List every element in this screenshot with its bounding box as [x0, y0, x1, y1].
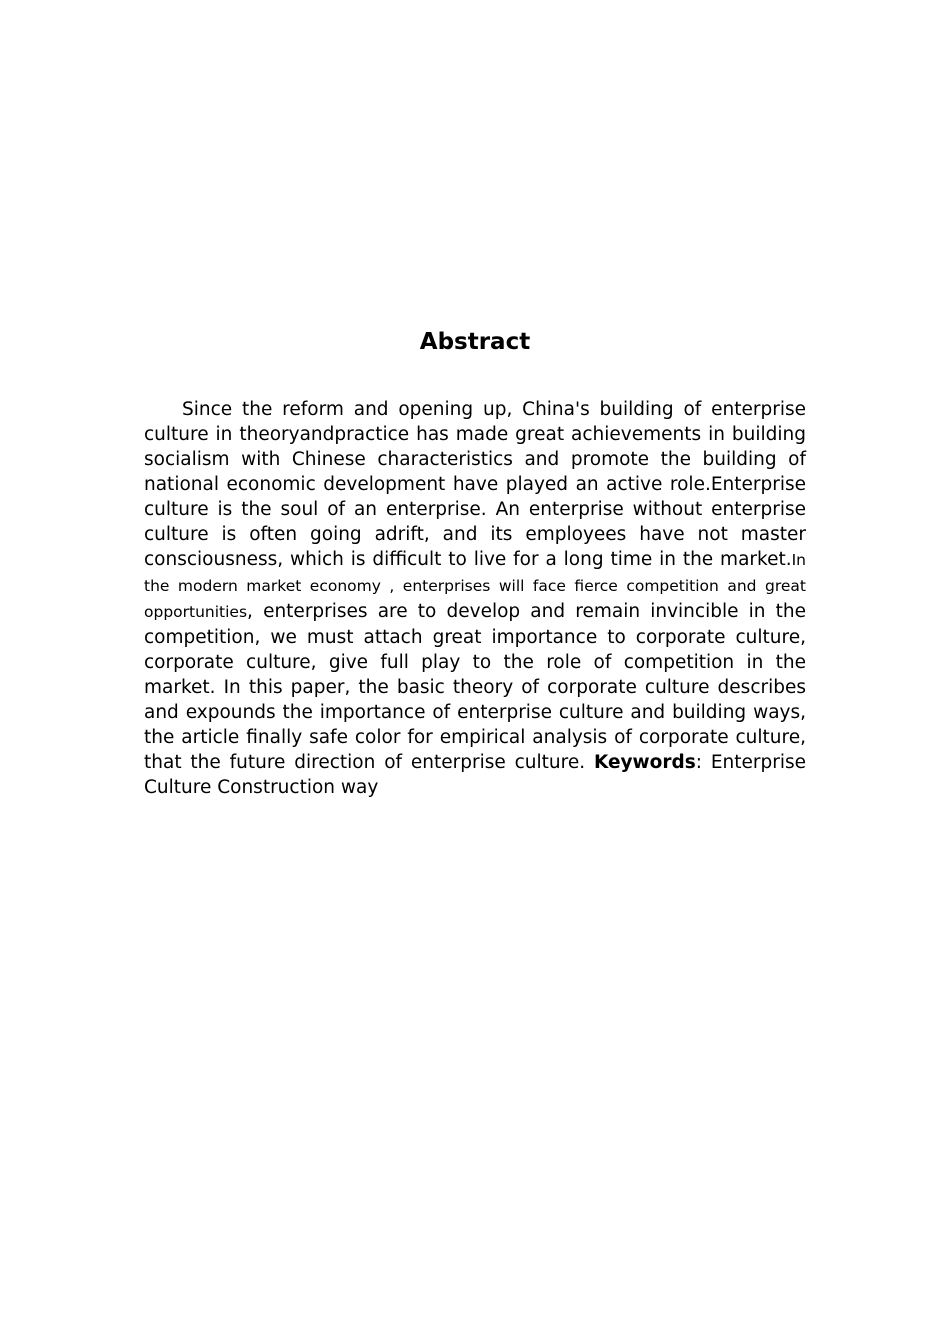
- abstract-text-small: In the modern market economy , enterprises will face fierce competition and great opportunities: [144, 551, 806, 621]
- abstract-title: Abstract: [419, 329, 531, 355]
- keywords-value: Enterprise Culture Construction way: [144, 752, 806, 798]
- keywords-separator: :: [695, 752, 711, 773]
- abstract-text-part3: , enterprises are to develop and remain invincible in the competition, we must attach great importance to corporate culture, corporate culture, give full play to the role of competition in the market. In this paper, the basic theory of corporate culture describes and expounds the importance of enterprise culture and building ways, the article finally safe color for empirical analysis of corporate culture, that the future direction of enterprise culture.: [144, 601, 806, 773]
- keywords-label: Keywords: [593, 752, 696, 773]
- abstract-body: [144, 397, 806, 800]
- abstract-text-part1: Since the reform and opening up, China's building of enterprise culture in theoryandpractice has made great achievements in building socialism with Chinese characteristics and promote the building of national economic development have played an active role.Enterprise culture is the soul of an enterprise. An enterprise without enterprise culture is often going adrift, and its employees have not master consciousness, which is difficult to live for a long time in the market.: [144, 399, 806, 570]
